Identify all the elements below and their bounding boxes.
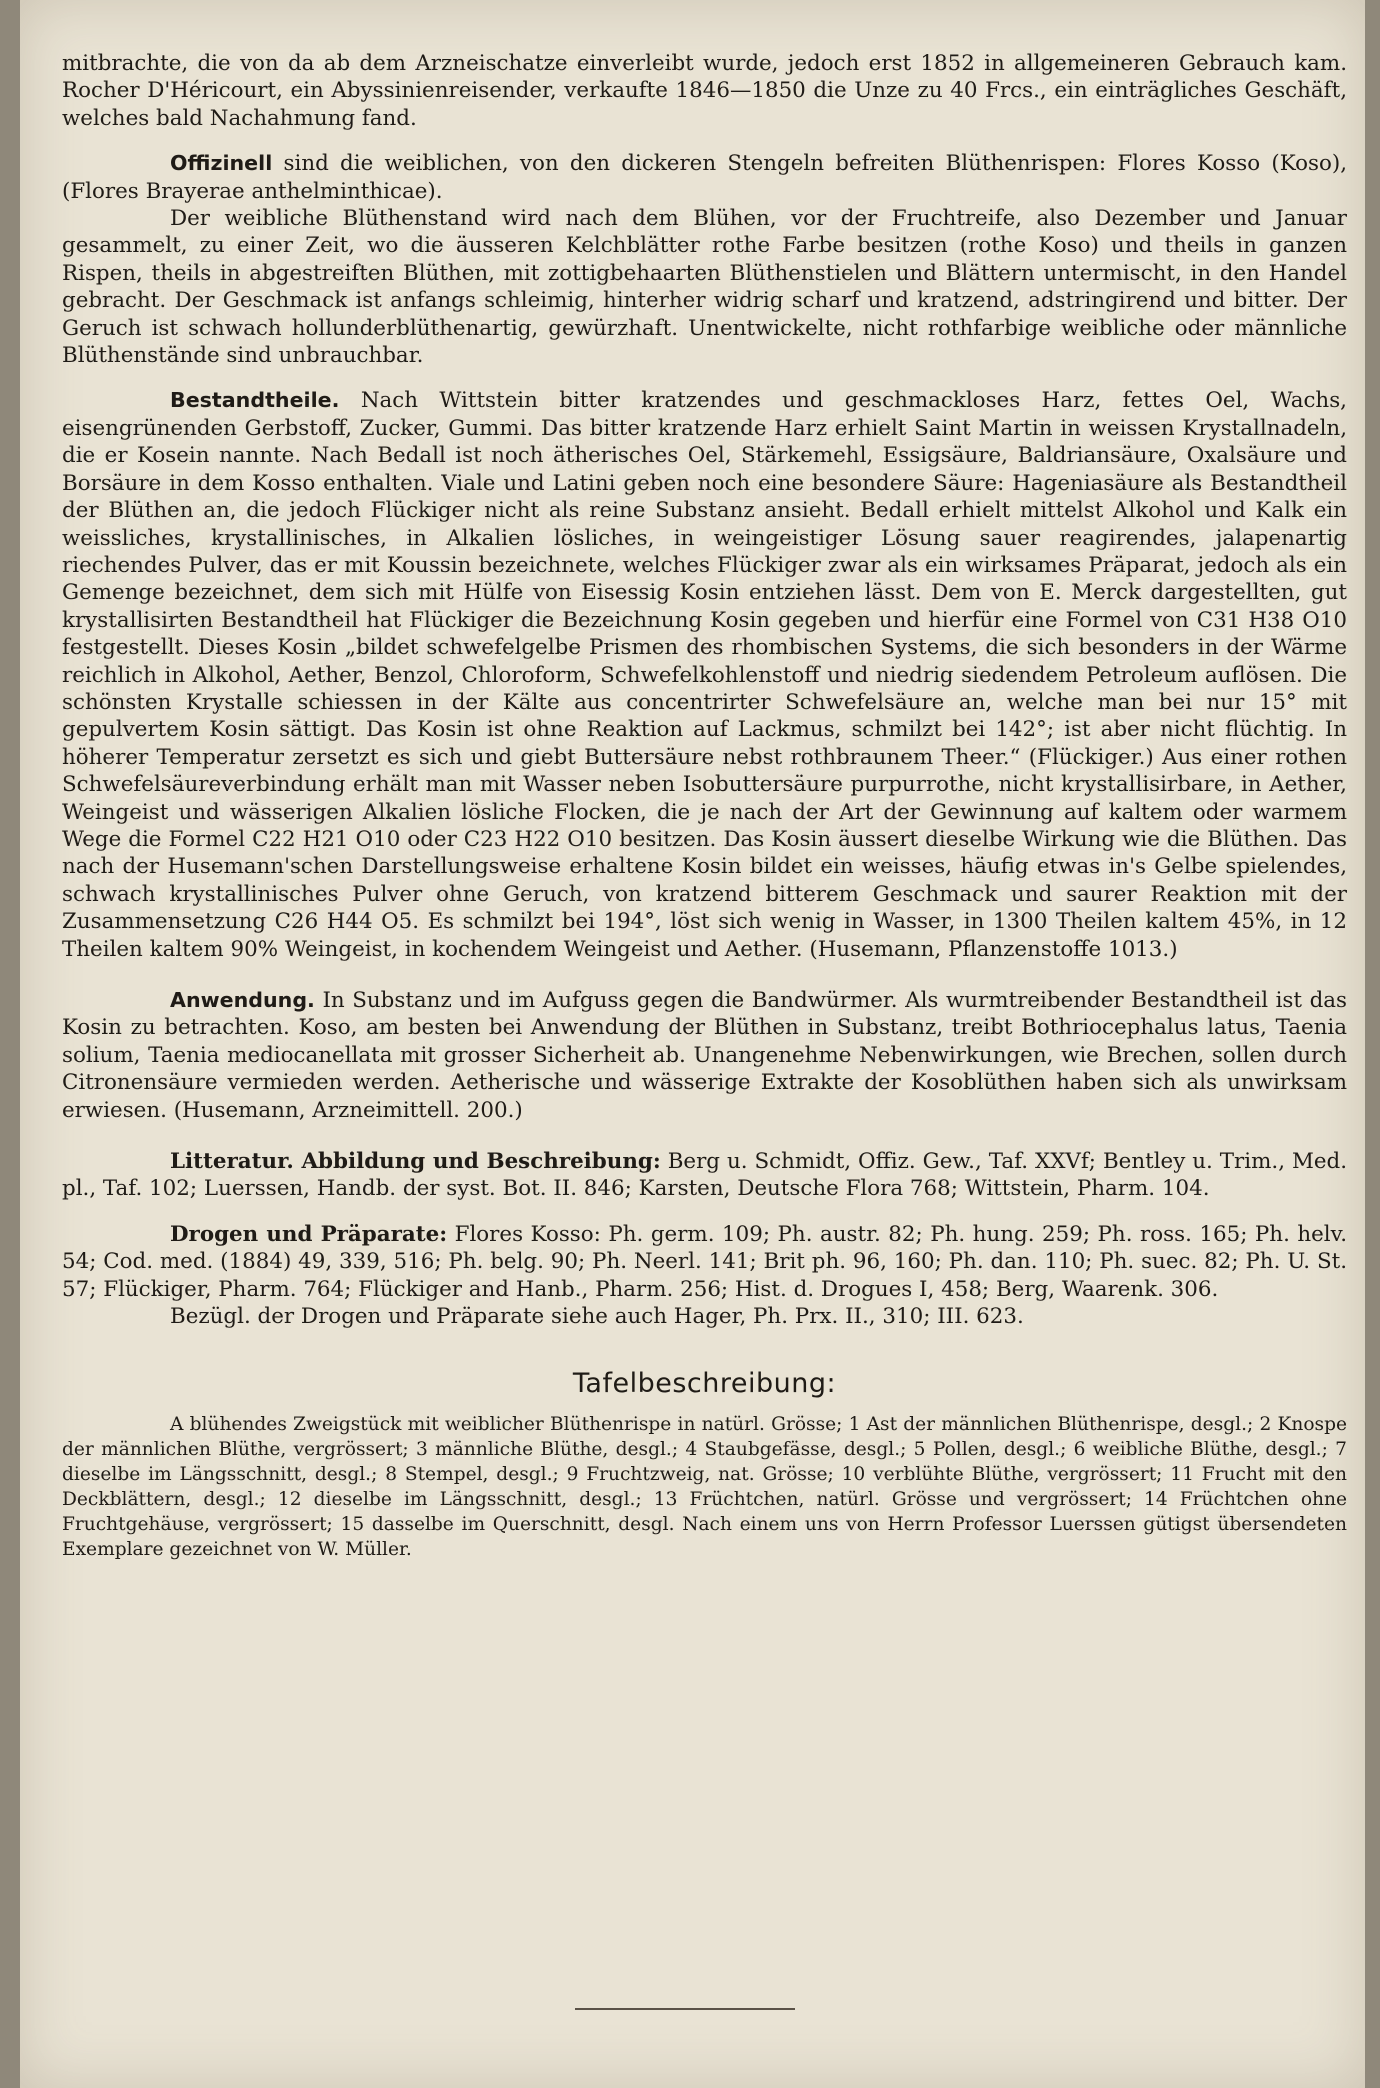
offizinell-detail-paragraph: Der weibliche Blüthenstand wird nach dem Blühen, vor der Fruchtreife, also Dezember und Januar gesammelt, zu einer Zeit, wo die äusseren Kelchblätter rothe Farbe besitzen (rothe Koso) und theils in ganzen Rispen, theils in abgestreiften Blüthen, mit zottigbehaarten Blüthenstielen und Blättern untermischt, in den Handel gebracht. Der Geschmack ist anfangs schleimig, hinterher widrig scharf und kratzend, adstringirend und bitter. Der Geruch ist schwach hollunderblüthenartig, gewürzhaft. Unentwickelte, nicht rothfarbige weibliche oder männliche Blüthenstände sind unbrauchbar.	[62, 206, 1347, 369]
document-page	[20, 0, 1365, 2088]
bottom-divider	[575, 2008, 795, 2010]
anwendung-text: In Substanz und im Aufguss gegen die Bandwürmer. Als wurmtreibender Bestandtheil ist das Kosin zu betrachten. Koso, am besten bei Anwendung der Blüthen in Substanz, treibt Bothriocephalus latus, Taenia solium, Taenia mediocanellata mit grosser Sicherheit ab. Unangenehme Nebenwirkungen, wie Brechen, sollen durch Citronensäure vermieden werden. Aetherische und wässerige Extrakte der Kosoblüthen haben sich als unwirksam erwiesen. (Husemann, Arzneimittell. 200.)	[62, 988, 1347, 1123]
drogen-paragraph	[62, 1221, 1347, 1303]
drogen-text: Flores Kosso: Ph. germ. 109; Ph. austr. 82; Ph. hung. 259; Ph. ross. 165; Ph. helv. 54; Cod. med. (1884) 49, 339, 516; Ph. belg. 90; Ph. Neerl. 141; Brit ph. 96, 160; Ph. dan. 110; Ph. suec. 82; Ph. U. St. 57; Flückiger, Pharm. 764; Flückiger and Hanb., Pharm. 256; Hist. d. Drogues I, 458; Berg, Waarenk. 306.	[62, 1221, 1347, 1302]
intro-paragraph: mitbrachte, die von da ab dem Arzneischatze einverleibt wurde, jedoch erst 1852 in allgemeineren Gebrauch kam. Rocher D'Héricourt, ein Abyssinienreisender, verkaufte 1846—1850 die Unze zu 40 Frcs., ein einträgliches Geschäft, welches bald Nachahmung fand.	[62, 51, 1347, 131]
section-heading-offizinell: Offizinell	[170, 151, 273, 176]
section-heading-drogen: Drogen und Präparate:	[170, 1221, 448, 1247]
section-heading-litteratur: Litteratur. Abbildung und Beschreibung:	[170, 1149, 661, 1175]
offizinell-text: sind die weiblichen, von den dickeren Stengeln befreiten Blüthenrispen: Flores Kosso (Koso), (Flores Brayerae anthelminthicae).	[62, 151, 1347, 204]
anwendung-paragraph	[62, 987, 1347, 1124]
offizinell-paragraph	[62, 150, 1347, 205]
tafel-description: A blühendes Zweigstück mit weiblicher Blüthenrispe in natürl. Grösse; 1 Ast der männlichen Blüthenrispe, desgl.; 2 Knospe der männlichen Blüthe, vergrössert; 3 männliche Blüthe, desgl.; 4 Staubgefässe, desgl.; 5 Pollen, desgl.; 6 weibliche Blüthe, desgl.; 7 dieselbe im Längsschnitt, desgl.; 8 Stempel, desgl.; 9 Fruchtzweig, nat. Grösse; 10 verblühte Blüthe, vergrössert; 11 Frucht mit den Deckblättern, desgl.; 12 dieselbe im Längsschnitt, desgl.; 13 Früchtchen, natürl. Grösse und vergrössert; 14 Früchtchen ohne Fruchtgehäuse, vergrössert; 15 dasselbe im Querschnitt, desgl. Nach einem uns von Herrn Professor Luerssen gütigst übersendeten Exemplare gezeichnet von W. Müller.	[62, 1413, 1347, 1560]
section-heading-bestandtheile: Bestandtheile.	[170, 388, 340, 413]
section-heading-anwendung: Anwendung.	[170, 988, 315, 1012]
litteratur-paragraph	[62, 1148, 1347, 1203]
bestandtheile-paragraph	[62, 387, 1347, 963]
litteratur-text: Berg u. Schmidt, Offiz. Gew., Taf. XXVf; Bentley u. Trim., Med. pl., Taf. 102; Luerssen, Handb. der syst. Bot. II. 846; Karsten, Deutsche Flora 768; Wittstein, Pharm. 104.	[62, 1149, 1347, 1202]
page-body	[62, 50, 1347, 1562]
tafel-title: Tafelbeschreibung:	[572, 1368, 837, 1400]
bezugl-paragraph: Bezügl. der Drogen und Präparate siehe auch Hager, Ph. Prx. II., 310; III. 623.	[170, 1304, 1024, 1330]
bestandtheile-text: Nach Wittstein bitter kratzendes und geschmackloses Harz, fettes Oel, Wachs, eisengrünenden Gerbstoff, Zucker, Gummi. Das bitter kratzende Harz erhielt Saint Martin in weissen Krystallnadeln, die er Kosein nannte. Nach Bedall ist noch ätherisches Oel, Stärkemehl, Essigsäure, Baldriansäure, Oxalsäure und Borsäure in dem Kosso enthalten. Viale und Latini geben noch eine besondere Säure: Hageniasäure als Bestandtheil der Blüthen an, die jedoch Flückiger nicht als reine Substanz ansieht. Bedall erhielt mittelst Alkohol und Kalk ein weissliches, krystallinisches, in Alkalien lösliches, in weingeistiger Lösung sauer reagirendes, jalapenartig riechendes Pulver, das er mit Koussin bezeichnete, welches Flückiger zwar als ein wirksames Präparat, jedoch als ein Gemenge bezeichnet, dem sich mit Hülfe von Eisessig Kosin entziehen lässt. Dem von E. Merck dargestellten, gut krystallisirten Bestandtheil hat Flückiger die Bezeichnung Kosin gegeben und hierfür eine Formel von C31 H38 O10 festgestellt. Dieses Kosin „bildet schwefelgelbe Prismen des rhombischen Systems, die sich besonders in der Wärme reichlich in Alkohol, Aether, Benzol, Chloroform, Schwefelkohlenstoff und niedrig siedendem Petroleum auflösen. Die schönsten Krystalle schiessen in der Kälte aus concentrirter Schwefelsäure an, welche man bei nur 15° mit gepulvertem Kosin sättigt. Das Kosin ist ohne Reaktion auf Lackmus, schmilzt bei 142°; ist aber nicht flüchtig. In höherer Temperatur zersetzt es sich und giebt Buttersäure nebst rothbraunem Theer.“ (Flückiger.) Aus einer rothen Schwefelsäureverbindung erhält man mit Wasser neben Isobuttersäure purpurrothe, nicht krystallisirbare, in Aether, Weingeist und wässerigen Alkalien lösliche Flocken, die je nach der Art der Gewinnung auf kaltem oder warmem Wege die Formel C22 H21 O10 oder C23 H22 O10 besitzen. Das Kosin äussert dieselbe Wirkung wie die Blüthen. Das nach der Husemann'schen Darstellungsweise erhaltene Kosin bildet ein weisses, häufig etwas in's Gelbe spielendes, schwach krystallinisches Pulver ohne Geruch, von kratzend bitterem Geschmack und saurer Reaktion mit der Zusammensetzung C26 H44 O5. Es schmilzt bei 194°, löst sich wenig in Wasser, in 1300 Theilen kaltem 45%, in 12 Theilen kaltem 90% Weingeist, in kochendem Weingeist und Aether. (Husemann, Pflanzenstoffe 1013.)	[62, 388, 1347, 962]
